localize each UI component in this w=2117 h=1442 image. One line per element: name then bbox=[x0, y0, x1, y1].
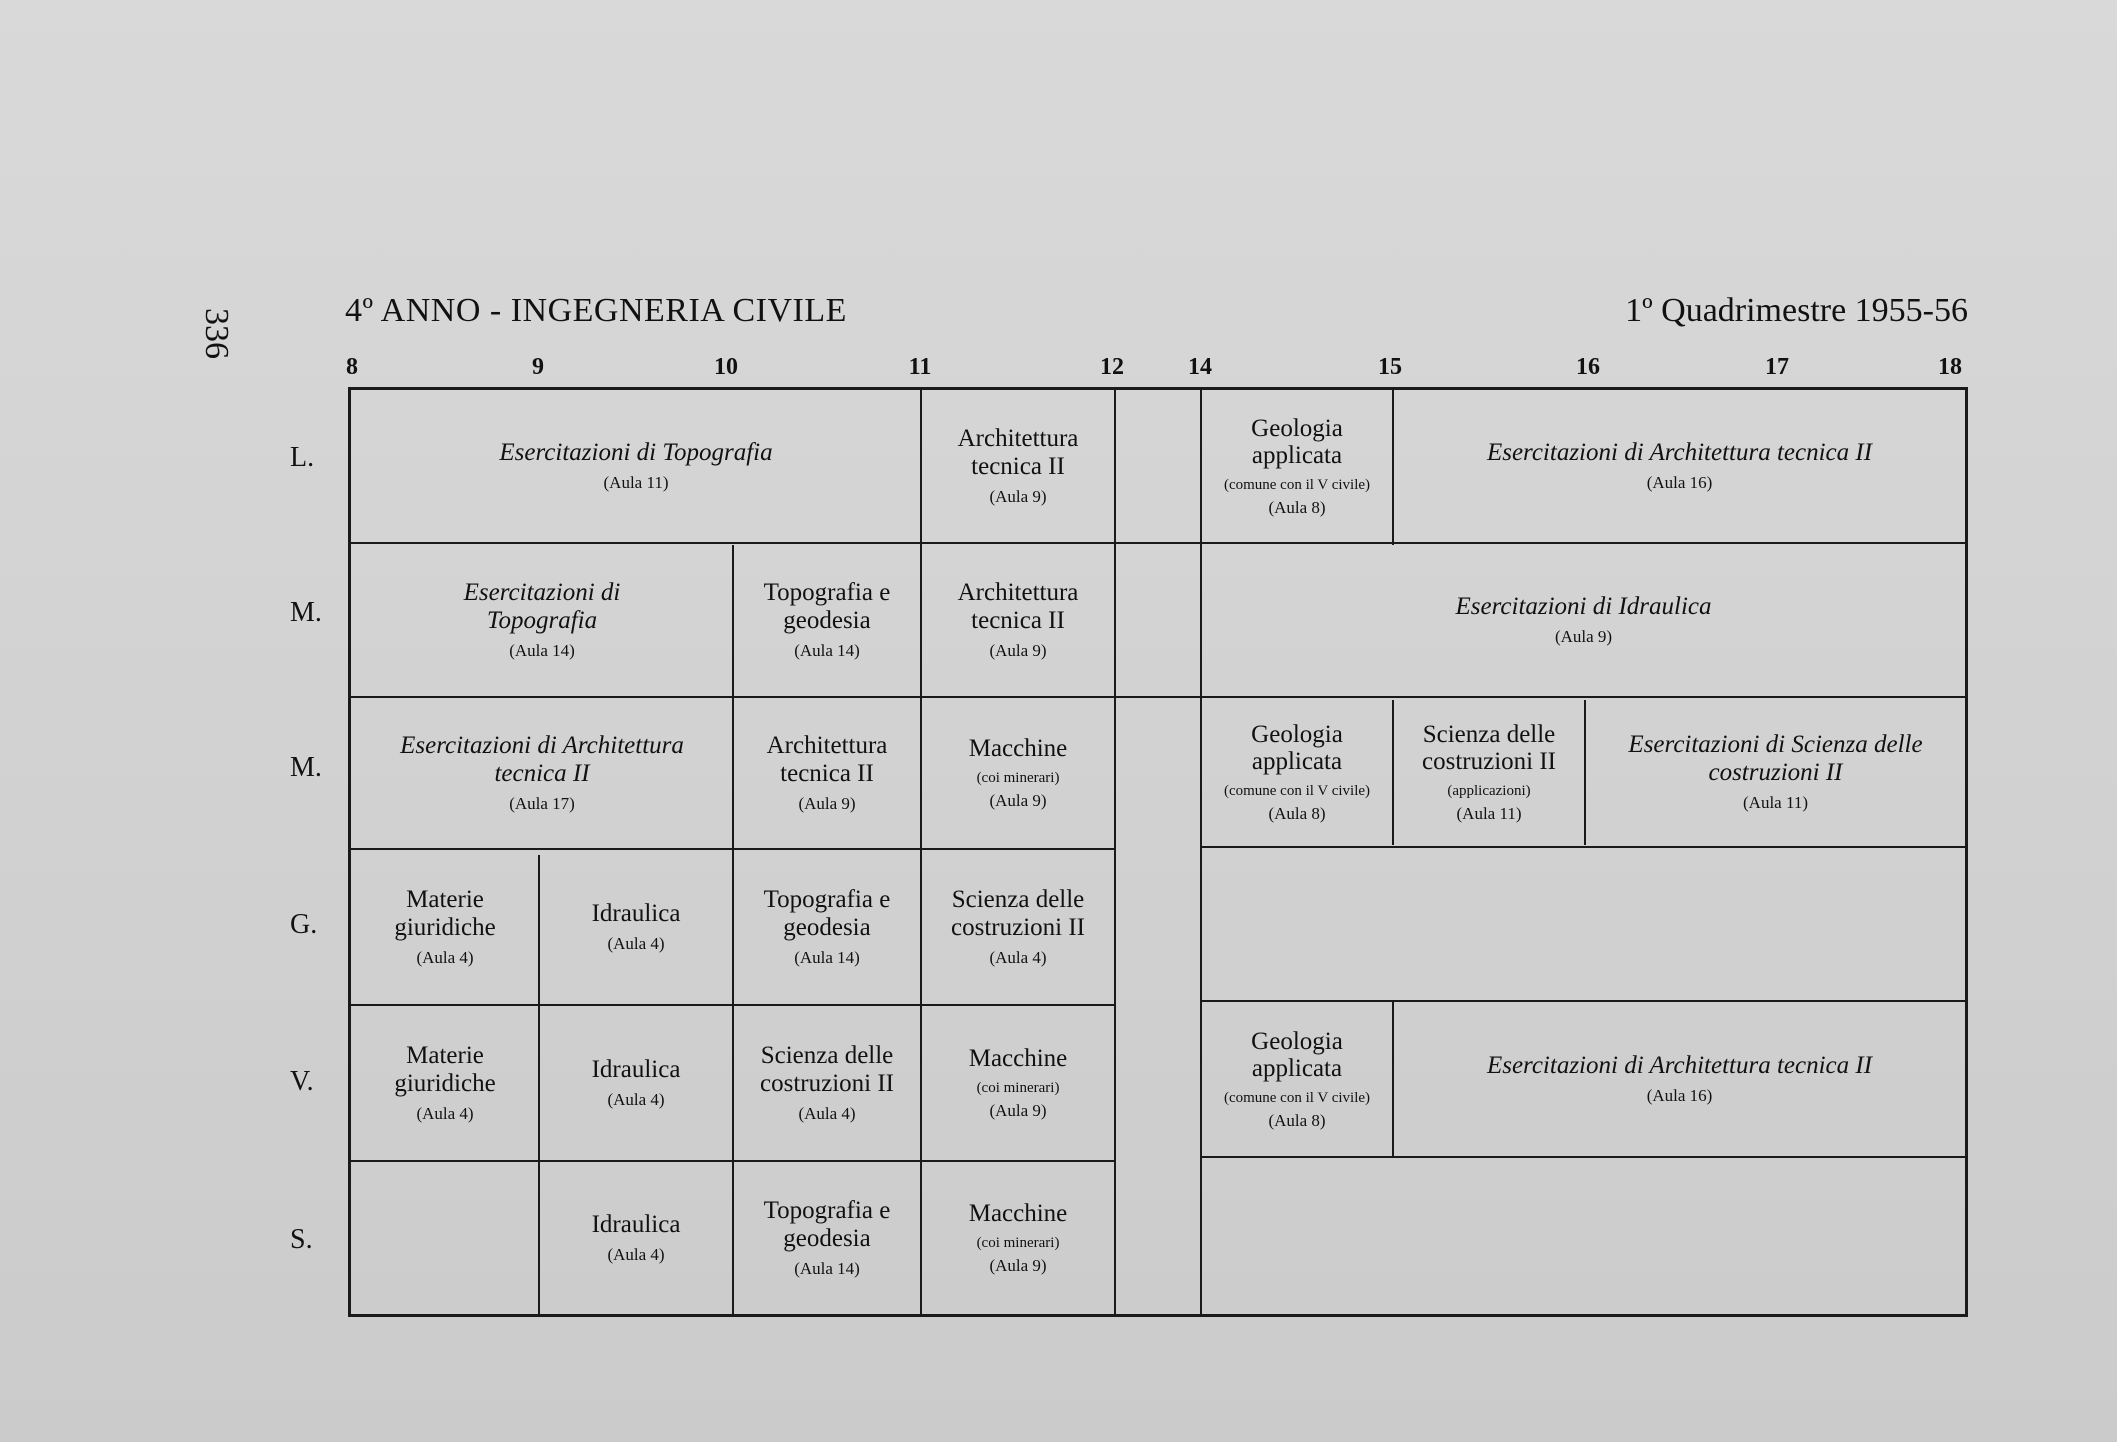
room-label: (Aula 9) bbox=[989, 487, 1047, 507]
course-title: Architettura tecnica II bbox=[957, 425, 1079, 480]
room-label: (Aula 14) bbox=[509, 641, 575, 661]
hour-label: 8 bbox=[346, 354, 358, 380]
course-note: (applicazioni) bbox=[1447, 782, 1531, 799]
room-label: (Aula 9) bbox=[1554, 627, 1613, 647]
course-title: Idraulica bbox=[591, 1210, 681, 1238]
room-label: (Aula 11) bbox=[1456, 803, 1522, 823]
day-label: V. bbox=[290, 1066, 314, 1097]
timetable-cell bbox=[1202, 698, 1392, 846]
timetable-cell bbox=[352, 698, 732, 848]
room-label: (Aula 9) bbox=[989, 1100, 1047, 1120]
room-label: (Aula 8) bbox=[1268, 803, 1326, 823]
course-title: Esercitazioni di Architettura tecnica II bbox=[1486, 1051, 1873, 1079]
room-label: (Aula 14) bbox=[794, 641, 860, 661]
timetable-cell bbox=[922, 390, 1114, 542]
timetable-cell bbox=[734, 1162, 920, 1314]
hour-label: 14 bbox=[1188, 354, 1212, 380]
hour-label: 10 bbox=[714, 354, 738, 380]
course-title: Esercitazioni di Architettura tecnica II bbox=[1486, 438, 1873, 466]
room-label: (Aula 4) bbox=[416, 1104, 474, 1124]
timetable-cell bbox=[1394, 698, 1584, 846]
hour-label: 11 bbox=[908, 354, 932, 380]
hour-label: 16 bbox=[1576, 354, 1600, 380]
course-title: Scienza delle costruzioni II bbox=[951, 886, 1085, 941]
course-title: Scienza delle costruzioni II bbox=[1422, 720, 1556, 776]
room-label: (Aula 11) bbox=[1743, 793, 1808, 813]
course-title: Scienza delle costruzioni II bbox=[760, 1042, 894, 1097]
course-title: Macchine bbox=[968, 1045, 1068, 1073]
timetable-cell bbox=[352, 544, 732, 696]
day-label: L. bbox=[290, 442, 315, 473]
course-title: Topografia e geodesia bbox=[763, 1197, 891, 1252]
grid-line bbox=[1202, 1156, 1965, 1158]
day-label: M. bbox=[290, 597, 322, 628]
room-label: (Aula 8) bbox=[1268, 497, 1326, 517]
room-label: (Aula 11) bbox=[603, 473, 669, 493]
room-label: (Aula 17) bbox=[509, 794, 575, 814]
hour-label: 9 bbox=[532, 354, 544, 380]
course-title: Architettura tecnica II bbox=[766, 732, 888, 787]
course-title: Architettura tecnica II bbox=[957, 579, 1079, 634]
course-note: (comune con il V civile) bbox=[1223, 782, 1371, 799]
course-title: Geologia applicata bbox=[1251, 1027, 1343, 1083]
hour-label: 15 bbox=[1378, 354, 1402, 380]
course-title: Esercitazioni di Idraulica bbox=[1455, 592, 1712, 620]
grid-border bbox=[1965, 387, 1968, 1317]
timetable-cell bbox=[540, 1162, 732, 1314]
timetable-cell bbox=[922, 698, 1114, 848]
room-label: (Aula 14) bbox=[794, 1259, 860, 1279]
timetable-cell bbox=[734, 544, 920, 696]
term-label: 1º Quadrimestre 1955-56 bbox=[1625, 292, 1968, 329]
course-note: (coi minerari) bbox=[976, 1234, 1060, 1251]
room-label: (Aula 4) bbox=[798, 1104, 856, 1124]
hour-label: 18 bbox=[1938, 354, 1962, 380]
course-title: Geologia applicata bbox=[1251, 414, 1343, 470]
course-title: Esercitazioni di Architettura tecnica II bbox=[400, 732, 684, 787]
room-label: (Aula 16) bbox=[1646, 1086, 1713, 1106]
room-label: (Aula 4) bbox=[989, 948, 1047, 968]
grid-border bbox=[348, 1314, 1968, 1317]
timetable-cell bbox=[352, 1006, 538, 1160]
room-label: (Aula 9) bbox=[798, 794, 856, 814]
page-number: 336 bbox=[198, 308, 235, 359]
course-title: Materie giuridiche bbox=[394, 886, 496, 941]
room-label: (Aula 9) bbox=[989, 790, 1047, 810]
hour-label: 12 bbox=[1100, 354, 1124, 380]
hour-label: 17 bbox=[1765, 354, 1789, 380]
timetable-cell bbox=[734, 850, 920, 1004]
timetable-cell bbox=[1202, 544, 1965, 696]
timetable-cell bbox=[734, 1006, 920, 1160]
timetable-cell bbox=[922, 1006, 1114, 1160]
timetable-cell bbox=[1394, 1002, 1965, 1156]
timetable-cell bbox=[1394, 390, 1965, 542]
grid-line bbox=[1114, 390, 1116, 1314]
timetable-cell bbox=[734, 698, 920, 848]
timetable-cell bbox=[540, 1006, 732, 1160]
page-title: 4º ANNO - INGEGNERIA CIVILE bbox=[345, 292, 847, 329]
timetable-cell bbox=[1202, 1002, 1392, 1156]
day-label: S. bbox=[290, 1224, 313, 1255]
course-title: Topografia e geodesia bbox=[763, 886, 891, 941]
course-title: Esercitazioni di Scienza delle costruzioni II bbox=[1628, 731, 1923, 786]
course-title: Materie giuridiche bbox=[394, 1042, 496, 1097]
course-note: (comune con il V civile) bbox=[1223, 476, 1371, 493]
room-label: (Aula 4) bbox=[607, 1245, 665, 1265]
timetable-cell bbox=[1202, 390, 1392, 542]
course-note: (coi minerari) bbox=[976, 769, 1060, 786]
day-label: M. bbox=[290, 752, 322, 783]
course-title: Idraulica bbox=[591, 1055, 681, 1083]
course-title: Esercitazioni di Topografia bbox=[463, 579, 621, 634]
grid-border bbox=[348, 387, 351, 1317]
timetable-cell bbox=[352, 850, 538, 1004]
timetable-cell bbox=[540, 850, 732, 1004]
timetable-cell bbox=[352, 390, 920, 542]
room-label: (Aula 9) bbox=[989, 1255, 1047, 1275]
course-note: (comune con il V civile) bbox=[1223, 1089, 1371, 1106]
room-label: (Aula 4) bbox=[607, 934, 665, 954]
day-label: G. bbox=[290, 909, 318, 940]
course-title: Topografia e geodesia bbox=[763, 579, 891, 634]
room-label: (Aula 4) bbox=[416, 948, 474, 968]
course-title: Macchine bbox=[968, 1200, 1068, 1228]
timetable-cell bbox=[1586, 698, 1965, 846]
course-title: Geologia applicata bbox=[1251, 720, 1343, 776]
room-label: (Aula 8) bbox=[1268, 1110, 1326, 1130]
course-title: Idraulica bbox=[591, 899, 681, 927]
timetable-cell bbox=[922, 544, 1114, 696]
course-note: (coi minerari) bbox=[976, 1079, 1060, 1096]
timetable-cell bbox=[922, 1162, 1114, 1314]
course-title: Macchine bbox=[968, 735, 1068, 763]
room-label: (Aula 9) bbox=[989, 641, 1047, 661]
room-label: (Aula 14) bbox=[794, 948, 860, 968]
timetable-cell bbox=[922, 850, 1114, 1004]
grid-line bbox=[1202, 846, 1965, 848]
room-label: (Aula 16) bbox=[1646, 473, 1713, 493]
course-title: Esercitazioni di Topografia bbox=[499, 438, 773, 466]
room-label: (Aula 4) bbox=[607, 1090, 665, 1110]
